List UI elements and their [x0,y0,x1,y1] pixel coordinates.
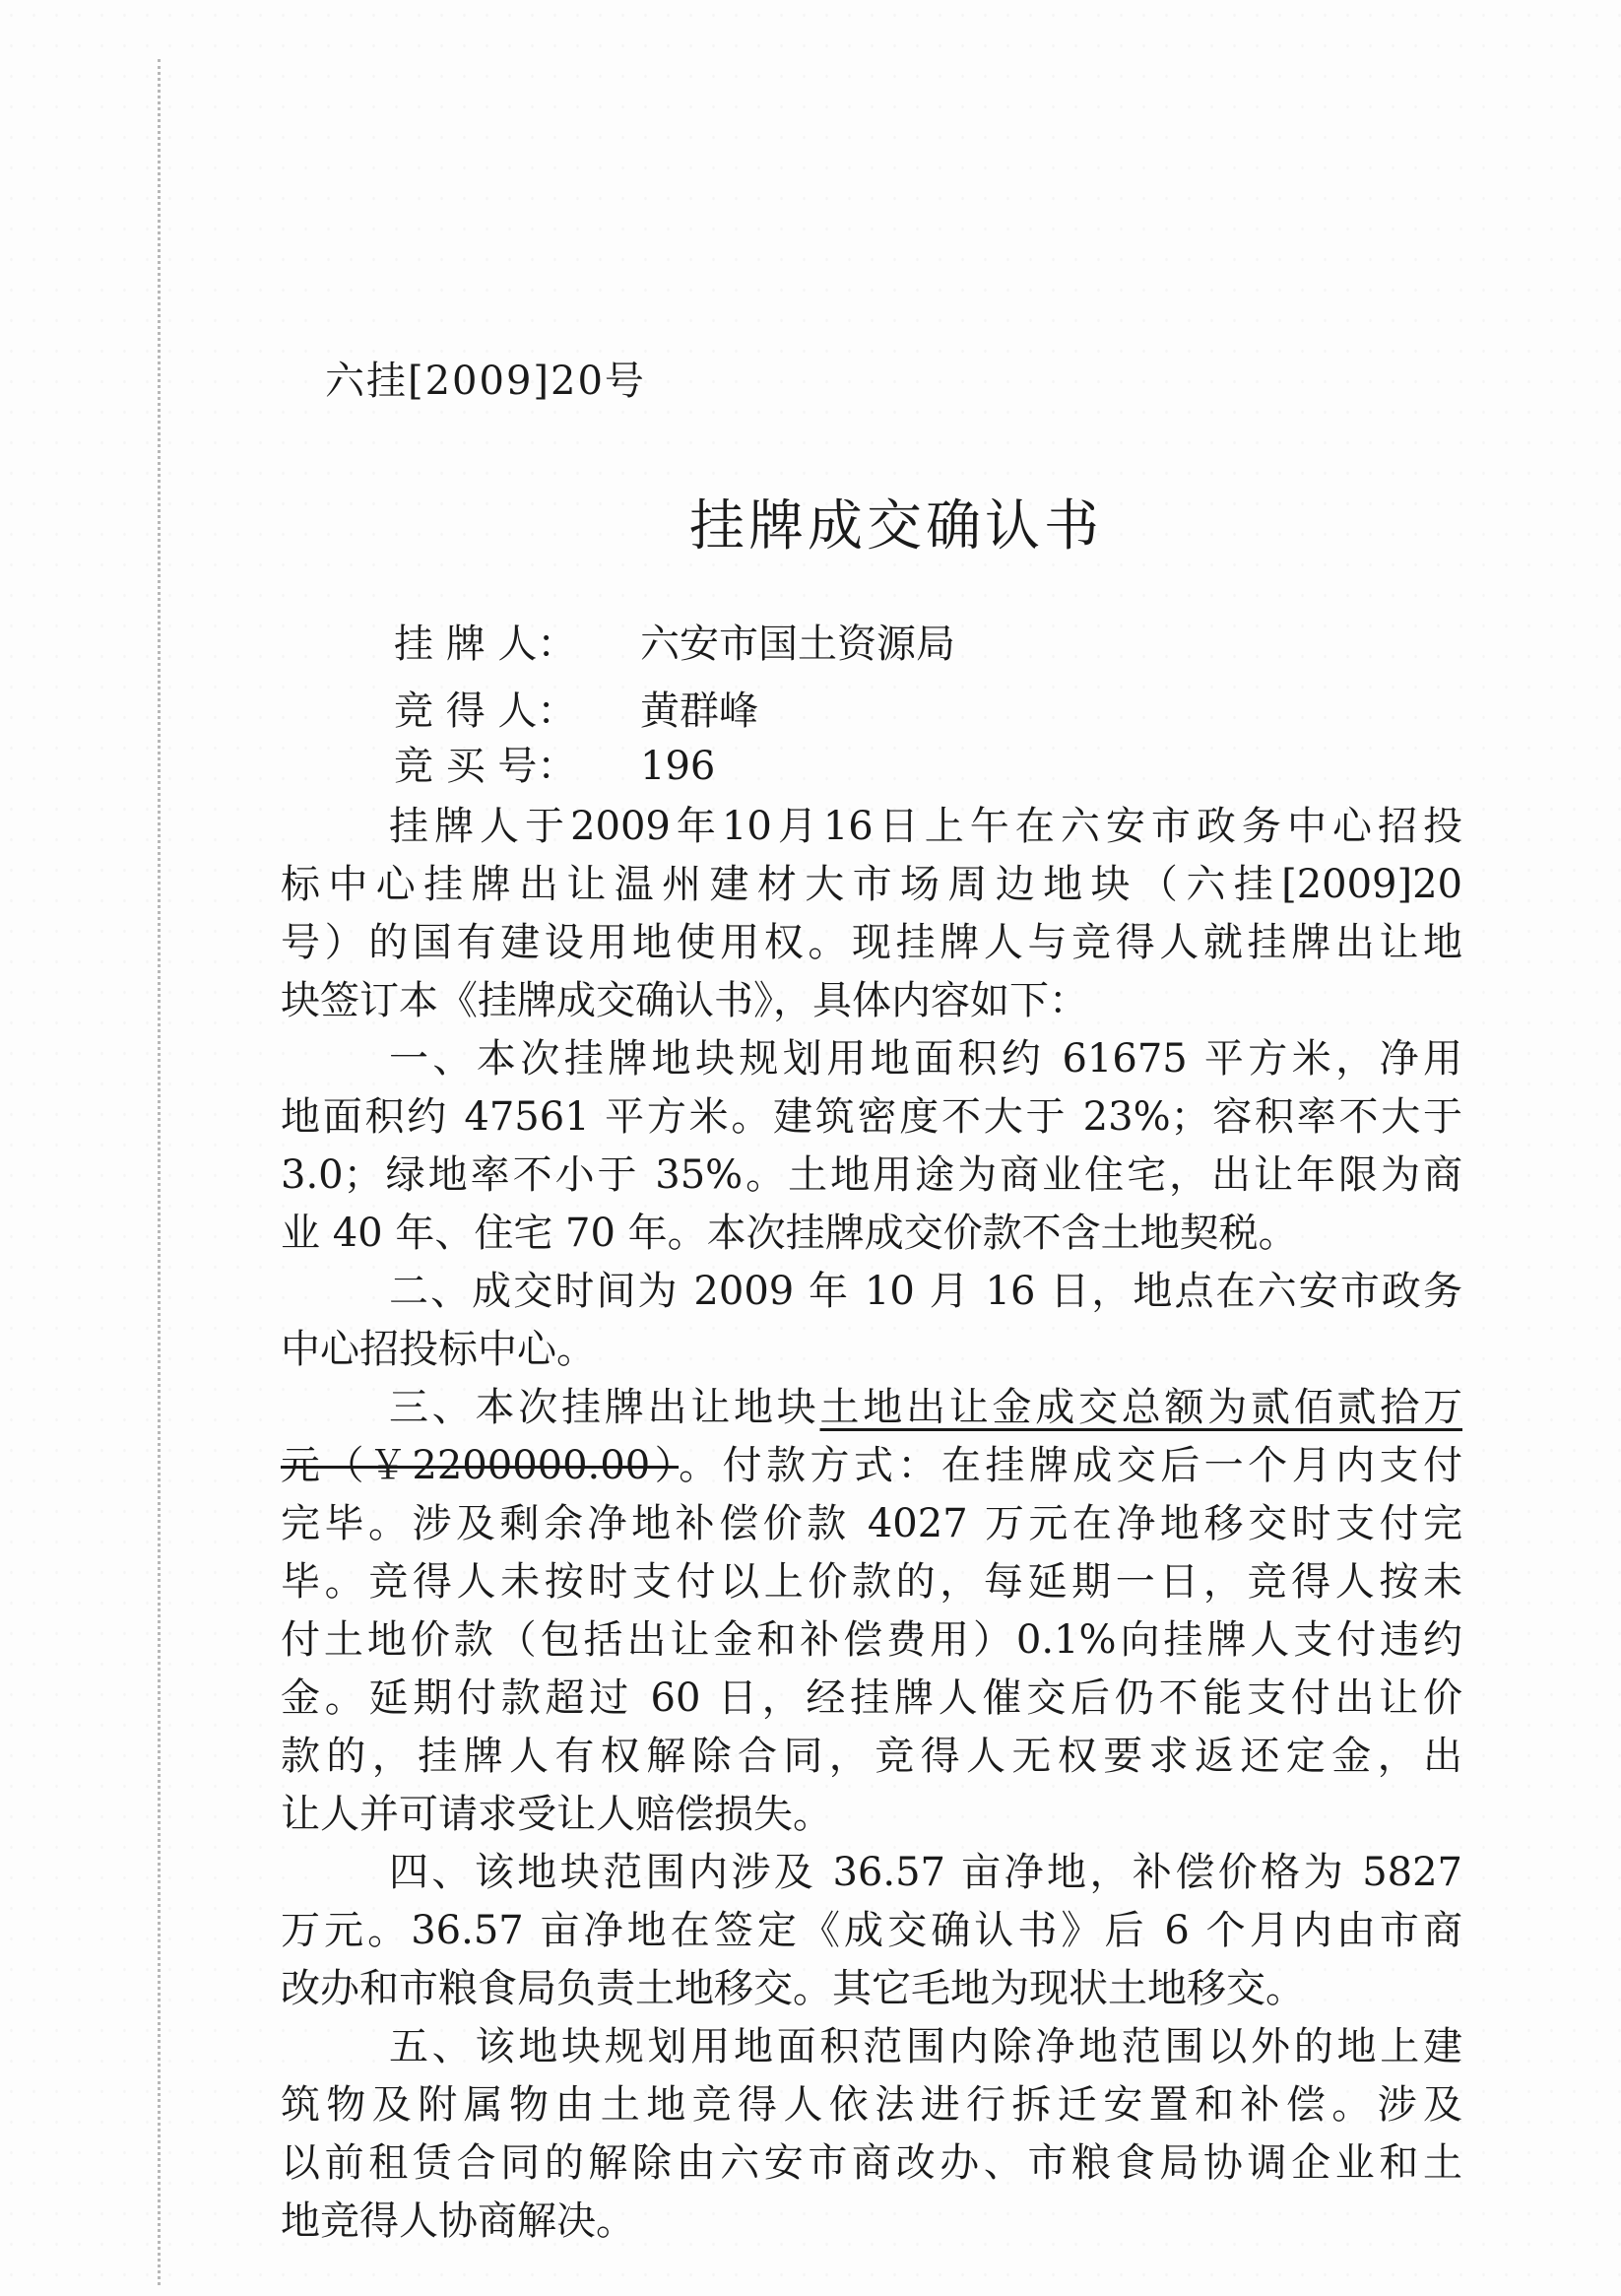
underlined-price-figure: 元（￥2200000.00） [281,1443,680,1488]
body-line: 四、该地块范围内涉及 36.57 亩净地，补偿价格为 5827 [389,1850,1462,1895]
body-line: 款的，挂牌人有权解除合同，竞得人无权要求返还定金，出 [281,1734,1462,1779]
payment-method-text: 。付款方式：在挂牌成交后一个月内支付 [679,1443,1463,1488]
body-line: 一、本次挂牌地块规划用地面积约 61675 平方米，净用 [389,1036,1462,1082]
body-line: 以前租赁合同的解除由六安市商改办、市粮食局协调企业和土 [281,2140,1462,2186]
body-line: 号）的国有建设用地使用权。现挂牌人与竞得人就挂牌出让地 [281,920,1462,965]
body-line: 万元。36.57 亩净地在签定《成交确认书》后 6 个月内由市商 [281,1908,1462,1953]
binding-edge [158,59,161,2285]
body-line: 金。延期付款超过 60 日，经挂牌人催交后仍不能支付出让价 [281,1675,1462,1721]
winner-row [394,680,758,736]
body-line: 毕。竞得人未按时支付以上价款的，每延期一日，竞得人按未 [281,1559,1462,1605]
body-line: 业 40 年、住宅 70 年。本次挂牌成交价款不含土地契税。 [281,1211,1298,1256]
body-line: 完毕。涉及剩余净地补偿价款 4027 万元在净地移交时支付完 [281,1501,1462,1546]
bid-number-row [394,735,715,791]
body-line [281,1437,1462,1495]
body-line: 改办和市粮食局负责土地移交。其它毛地为现状土地移交。 [281,1966,1305,2011]
body-line: 3.0；绿地率不小于 35%。土地用途为商业住宅，出让年限为商 [281,1152,1462,1198]
body-line: 地面积约 47561 平方米。建筑密度不大于 23%；容积率不大于 [281,1094,1462,1140]
body-line: 付土地价款（包括出让金和补偿费用）0.1%向挂牌人支付违约 [281,1617,1462,1663]
body-line [281,1379,1462,1437]
lister-row [394,613,955,669]
underlined-total-price: 土地出让金成交总额为贰佰贰拾万 [819,1385,1462,1430]
clause-three-prefix: 三、本次挂牌出让地块 [389,1385,820,1430]
winner-label: 竞 得 人： [394,689,577,734]
body-line: 地竞得人协商解决。 [281,2198,635,2244]
document-title: 挂牌成交确认书 [689,494,1103,558]
bid-number-value: 196 [640,744,716,789]
body-line: 筑物及附属物由土地竞得人依法进行拆迁安置和补偿。涉及 [281,2082,1462,2128]
body-line: 标中心挂牌出让温州建材大市场周边地块（六挂[2009]20 [281,862,1462,907]
body-line: 挂牌人于2009年10月16日上午在六安市政务中心招投 [389,804,1462,849]
body-line: 中心招投标中心。 [281,1327,596,1372]
lister-label: 挂 牌 人： [394,622,577,667]
bid-number-label: 竞 买 号： [394,744,577,789]
lister-value: 六安市国土资源局 [640,622,955,667]
body-line: 块签订本《挂牌成交确认书》，具体内容如下： [281,978,1088,1023]
body-line: 五、该地块规划用地面积范围内除净地范围以外的地上建 [389,2024,1462,2069]
document-number: 六挂[2009]20号 [325,359,646,404]
body-line: 让人并可请求受让人赔偿损失。 [281,1792,832,1837]
document-body [281,798,1462,2251]
winner-value: 黄群峰 [640,689,758,734]
body-line: 二、成交时间为 2009 年 10 月 16 日，地点在六安市政务 [389,1269,1462,1314]
